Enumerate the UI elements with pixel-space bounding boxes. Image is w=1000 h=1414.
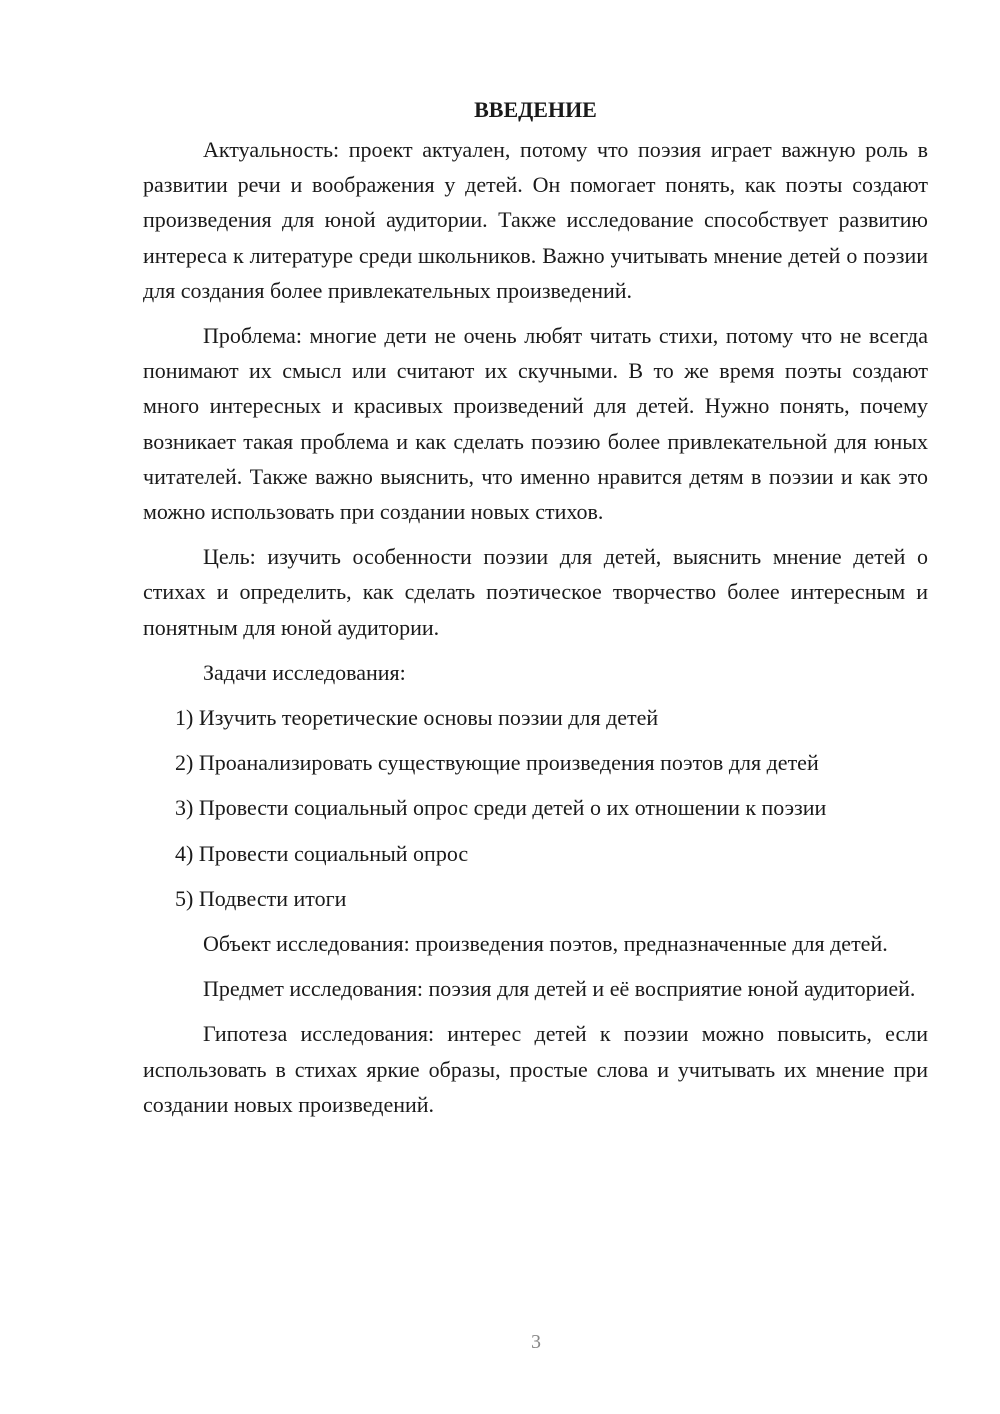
list-item: 3) Провести социальный опрос среди детей о их отношении к поэзии bbox=[175, 795, 827, 821]
goal-paragraph: Цель: изучить особенности поэзии для детей, выяснить мнение детей о стихах и определить, как сделать поэтическое творчество более интересным и понятным для юной аудитории. bbox=[143, 544, 928, 640]
subject-paragraph: Предмет исследования: поэзия для детей и её восприятие юной аудиторией. bbox=[203, 976, 916, 1002]
list-item: 5) Подвести итоги bbox=[175, 885, 347, 911]
hypothesis-paragraph: Гипотеза исследования: интерес детей к поэзии можно повысить, если использовать в стихах яркие образы, простые слова и учитывать их мнение при создании новых произведений. bbox=[143, 1021, 928, 1117]
list-item: 1) Изучить теоретические основы поэзии для детей bbox=[175, 705, 659, 731]
object-paragraph: Объект исследования: произведения поэтов, предназначенные для детей. bbox=[203, 931, 888, 957]
list-item: 4) Провести социальный опрос bbox=[175, 840, 469, 866]
tasks-list bbox=[143, 700, 928, 916]
relevance-paragraph: Актуальность: проект актуален, потому что поэзия играет важную роль в развитии речи и воображения у детей. Он помогает понять, как поэты создают произведения для юной аудитории. Также исследование способствует развитию интереса к литературе среди школьников. Важно учитывать мнение детей о поэзии для создания более привлекательных произведений. bbox=[143, 137, 928, 303]
page-title: ВВЕДЕНИЕ bbox=[474, 97, 597, 122]
list-item: 2) Проанализировать существующие произведения поэтов для детей bbox=[175, 750, 819, 776]
problem-paragraph: Проблема: многие дети не очень любят читать стихи, потому что не всегда понимают их смысл или считают их скучными. В то же время поэты создают много интересных и красивых произведений для детей. Нужно понять, почему возникает такая проблема и как сделать поэзию более привлекательной для юных читателей. Также важно выяснить, что именно нравится детям в поэзии и как это можно использовать при создании новых стихов. bbox=[143, 323, 928, 525]
document-page bbox=[143, 92, 928, 1132]
tasks-heading: Задачи исследования: bbox=[203, 659, 406, 685]
page-number: 3 bbox=[531, 1331, 541, 1353]
